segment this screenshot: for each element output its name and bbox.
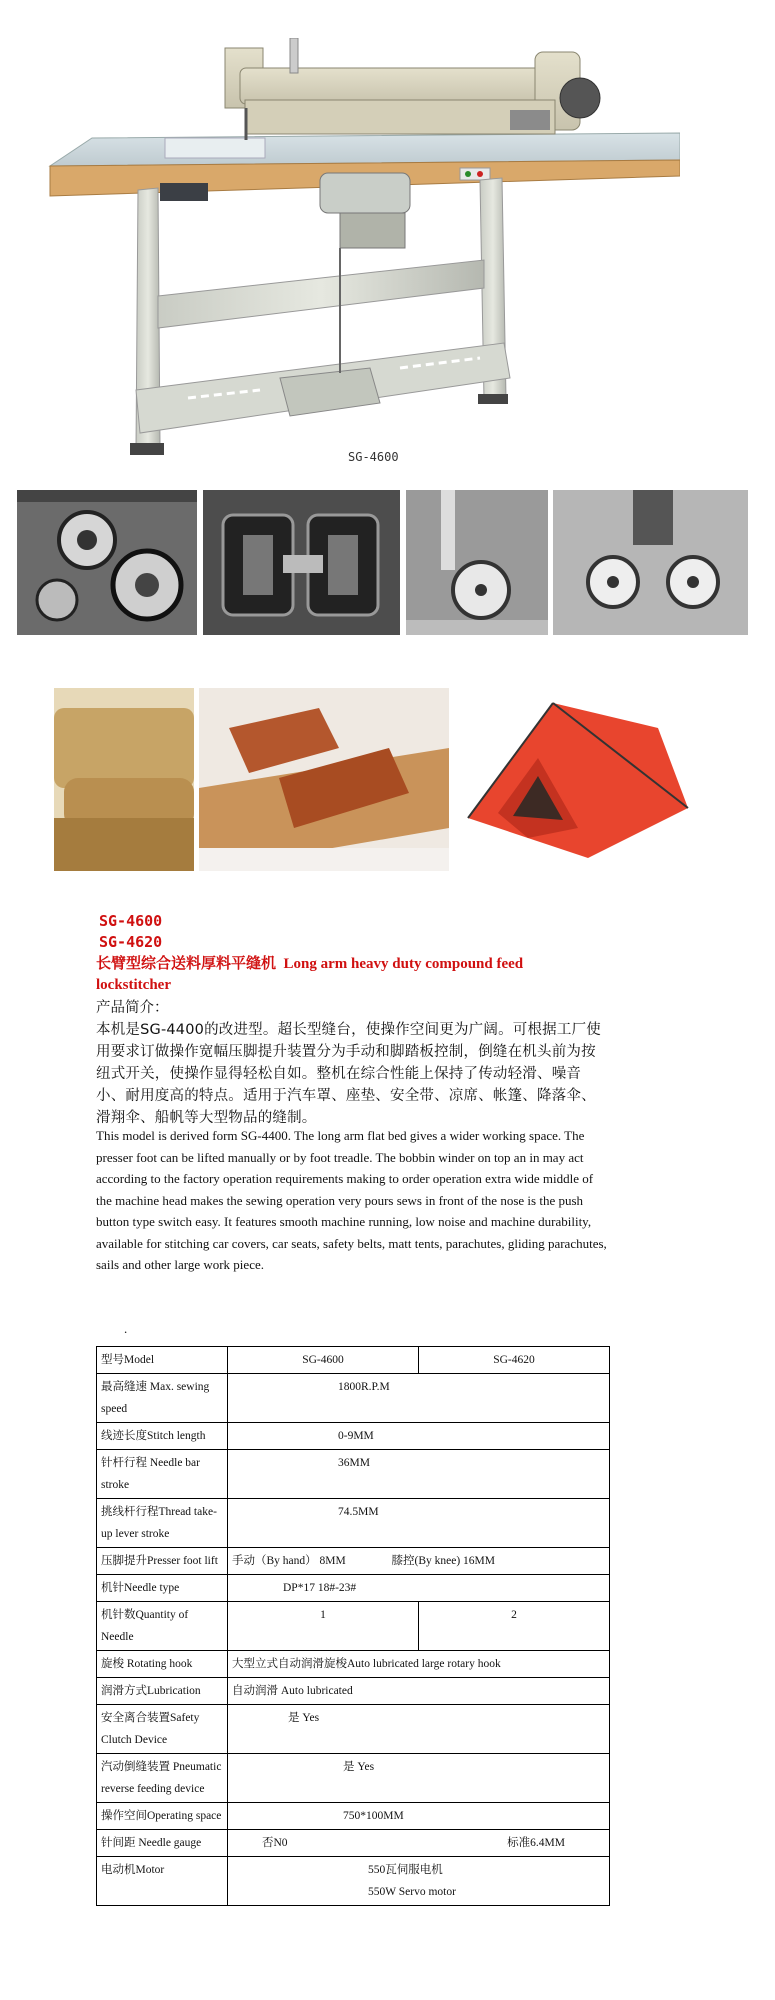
needle-qty-1: 1: [228, 1602, 419, 1651]
table-row: [97, 1602, 610, 1651]
row-label: 针杆行程 Needle bar stroke: [97, 1450, 228, 1499]
row-label: 针间距 Needle gauge: [97, 1830, 228, 1857]
needle-plate-closeup-photo: [406, 490, 548, 635]
row-value: DP*17 18#-23#: [228, 1575, 610, 1602]
model-code-2: SG-4620: [99, 933, 163, 951]
row-label: 机针Needle type: [97, 1575, 228, 1602]
presser-hand: 手动（By hand） 8MM: [232, 1555, 346, 1567]
intro-heading: 产品简介：: [96, 1000, 169, 1016]
row-label: 最高缝速 Max. sewing speed: [97, 1374, 228, 1423]
intro-cn: 本机是SG-4400的改进型。超长型缝台，使操作空间更为广阔。可根据工厂使用要求订做操作宽幅压脚提升装置分为手动和脚踏板控制，倒缝在机头前为按纽式开关，使操作显得轻松自如。整机在综合性能上保持了传动轻滑、噪音小、耐用度高的特点。适用于汽车罩、座垫、安全带、凉席、帐篷、降落伞、滑翔伞、船帆等大型物品的缝制。: [96, 1022, 601, 1126]
table-row: [97, 1548, 610, 1575]
row-value: 自动润滑 Auto lubricated: [228, 1678, 610, 1705]
rattan-mat-pillows-photo: [199, 688, 449, 871]
motor-en: 550W Servo motor: [368, 1886, 456, 1898]
machine-illustration: [40, 38, 680, 488]
table-row: [97, 1374, 610, 1423]
hero-caption: SG-4600: [348, 450, 399, 464]
gauge-no: 否N0: [262, 1837, 288, 1849]
row-value: [228, 1857, 610, 1906]
row-label: 电动机Motor: [97, 1857, 228, 1906]
table-row: [97, 1754, 610, 1803]
table-row: [97, 1423, 610, 1450]
red-camping-tent-photo: [458, 688, 713, 871]
row-value: [228, 1548, 610, 1575]
row-value: 是 Yes: [228, 1754, 610, 1803]
feed-dog-closeup-photo: [203, 490, 400, 635]
row-label: 操作空间Operating space: [97, 1803, 228, 1830]
title-cn: 长臂型综合送料厚料平缝机: [96, 954, 277, 972]
leather-sofa-photo: [54, 688, 194, 871]
table-row: [97, 1705, 610, 1754]
row-value: 36MM: [228, 1450, 610, 1499]
row-label: 安全离合装置Safety Clutch Device: [97, 1705, 228, 1754]
table-row: [97, 1499, 610, 1548]
row-label: 型号Model: [97, 1347, 228, 1374]
row-value: 0-9MM: [228, 1423, 610, 1450]
table-row: [97, 1803, 610, 1830]
needle-qty-2: 2: [418, 1602, 609, 1651]
row-label: 汽动倒缝装置 Pneumatic reverse feeding device: [97, 1754, 228, 1803]
table-row: [97, 1857, 610, 1906]
title-en: Long arm heavy duty compound feed lockstitcher: [96, 956, 524, 993]
row-label: 旋梭 Rotating hook: [97, 1651, 228, 1678]
row-label: 压脚提升Presser foot lift: [97, 1548, 228, 1575]
row-label: 机针数Quantity of Needle: [97, 1602, 228, 1651]
mechanism-closeup-photo: [17, 490, 197, 635]
row-label: 挑线杆行程Thread take-up lever stroke: [97, 1499, 228, 1548]
gauge-std: 标准6.4MM: [507, 1837, 565, 1849]
product-title: [96, 953, 576, 996]
dot-mark: .: [124, 1321, 128, 1336]
intro-en: This model is derived form SG-4400. The long arm flat bed gives a wider working space. The presser foot can be lifted manually or by foot treadle. The bobbin winder on top an in may act according to the factory operation requirements making to order operation extra wide middle of the machine head makes the sewing operation very pours sews in front of the nose is the push button type switch easy. It features smooth machine running, low noise and machine durability, available for stitching car covers, car seats, safety belts, matt tents, parachutes, gliding parachutes, sails and other large work piece.: [96, 1128, 607, 1272]
table-row: [97, 1651, 610, 1678]
presser-knee: 膝控(By knee) 16MM: [391, 1555, 495, 1567]
double-needle-plate-closeup-photo: [553, 490, 748, 635]
motor-cn: 550瓦伺服电机: [368, 1864, 443, 1876]
row-label: 线迹长度Stitch length: [97, 1423, 228, 1450]
row-value: 750*100MM: [228, 1803, 610, 1830]
table-row: [97, 1450, 610, 1499]
table-row: [97, 1347, 610, 1374]
table-row: [97, 1678, 610, 1705]
row-value: 74.5MM: [228, 1499, 610, 1548]
table-row: [97, 1830, 610, 1857]
model-col-1: SG-4600: [228, 1347, 419, 1374]
row-value: 大型立式自动润滑旋梭Auto lubricated large rotary hook: [228, 1651, 610, 1678]
row-value: 1800R.P.M: [228, 1374, 610, 1423]
spec-table: [96, 1346, 610, 1906]
row-label: 润滑方式Lubrication: [97, 1678, 228, 1705]
row-value: [228, 1830, 610, 1857]
model-code-1: SG-4600: [99, 912, 163, 930]
table-row: [97, 1575, 610, 1602]
row-value: 是 Yes: [228, 1705, 610, 1754]
model-col-2: SG-4620: [418, 1347, 609, 1374]
